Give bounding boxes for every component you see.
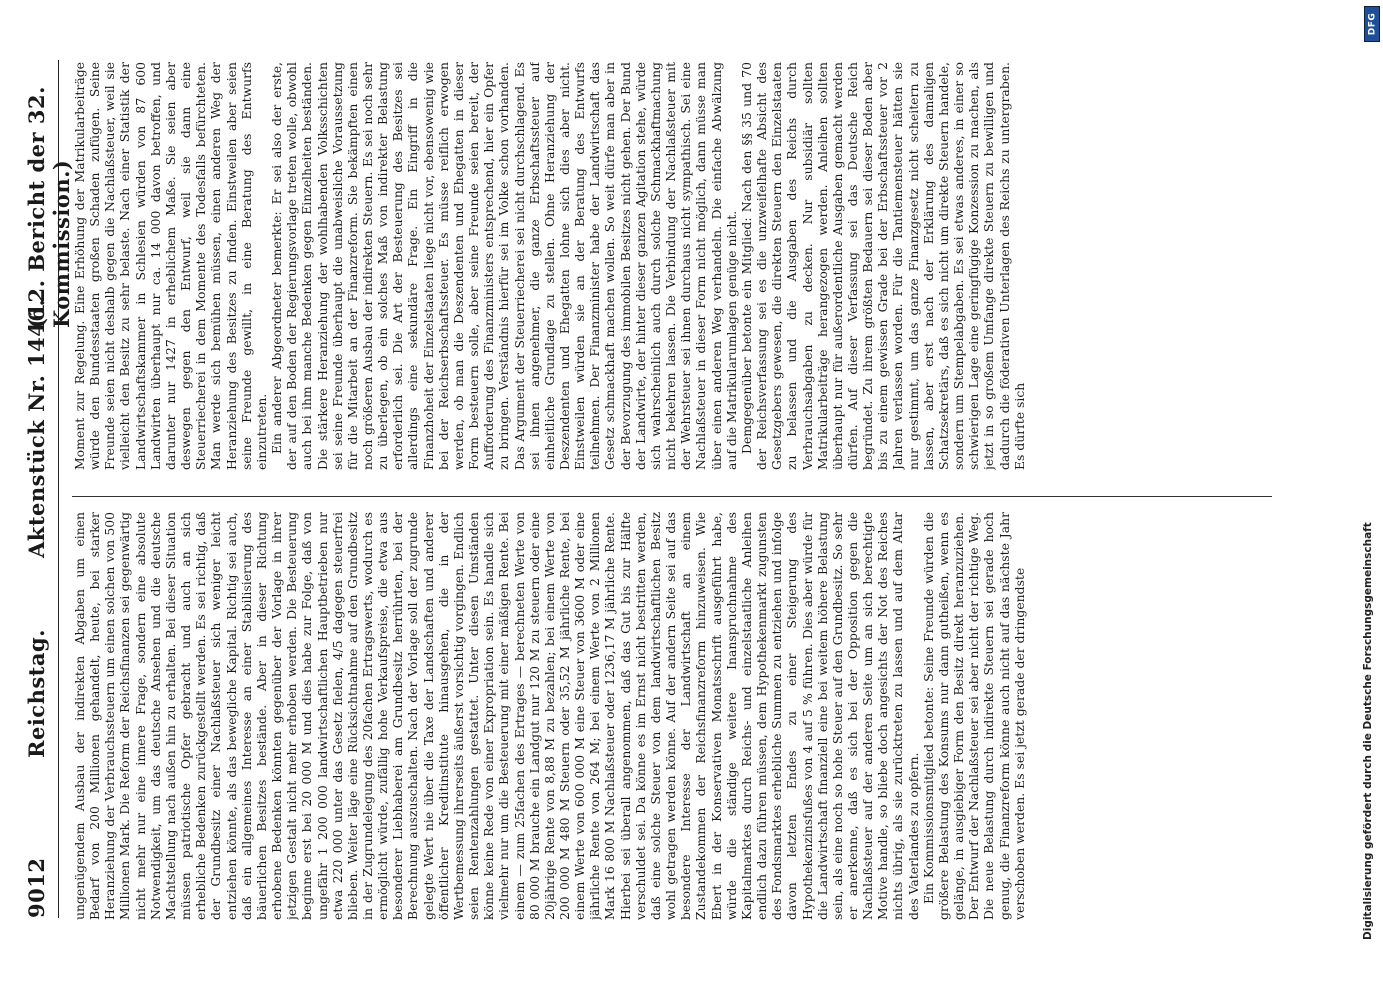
paragraph: Ein anderer Abgeordneter bemerkte: Er sei also der erste, der auf den Boden der Regierungsvorlage treten wolle, obwohl auch bei ihm manche Bedenken gegen Einzelheiten beständen. Die stärkere Heranziehung der wohlhabenden Volksschichten sei seine Freunde überhaupt die unabweisliche Voraussetzung für die Mitarbeit an der Finanzreform. Sie bekämpften einen noch größeren Ausbau der indirekten Steuern. Es sei noch sehr zu überlegen, ob ein solches Maß von indirekter Belastung erforderlich sei. Die Art der Besteuerung des Besitzes sei allerdings eine sekundäre Frage. Ein Eingriff in die Finanzhoheit der Einzelstaaten liege nicht vor, ebensowenig wie bei der Reichserbschaftssteuer. Es müsse reiflich erwogen werden, ob man die Deszendenten und Ehegatten in dieser Form besteuern solle, aber seine Freunde seien bereit, der Aufforderung des Finanzministers entsprechend, hier ein Opfer zu bringen. Verständnis hierfür sei im Volke schon vorhanden. Das Argument der Steuerriecherei sei nicht durchschlagend. Es sei ihnen angenehmer, die ganze Erbschaftssteuer auf einheitliche Grundlage zu stellen. Ohne Heranziehung der Deszendenten und Ehegatten lohne sich dies aber nicht. Einstweilen würden sie an der Beratung des Entwurfs teilnehmen. Der Finanzminister habe der Landwirtschaft das Gesetz schmackhaft machen wollen. So weit dürfe man aber in der Bevorzugung des immobilen Besitzes nicht gehen. Der Bund der Landwirte, der hinter dieser ganzen Agitation stehe, würde sich wahrscheinlich auch durch solche Schmackhaftmachung nicht bekehren lassen. Die Verbindung der Nachlaßsteuer mit der Wehrsteuer sei ihnen durchaus nicht sympathisch. Sei eine Nachlaßsteuer in dieser Form nicht möglich, dann müsse man über einen anderen Weg verhandeln. Die einfache Abwälzung auf die Matrikularumlagen genüge nicht. <box>269 62 739 470</box>
header-title: Reichstag. <box>24 629 49 758</box>
credit-text: Digitalisierung gefördert durch die Deutsche Forschungsgemeinschaft <box>1362 522 1374 940</box>
report-title: (12. Bericht der 32. Kommission.) <box>24 86 74 328</box>
dfg-logo-text: DFG <box>1367 12 1378 36</box>
paragraph: Demgegenüber betonte ein Mitglied: Nach den §§ 35 und 70 der Reichsverfassung sei es die unzweifelhafte Absicht des Gesetzgebers gewesen, die direkten Steuern den Einzelstaaten zu belassen und die Ausgaben des Reichs durch Verbrauchsabgaben zu decken. Nur subsidiär sollten Matrikularbeiträge herangezogen werden. Anleihen sollten überhaupt nur für außerordentliche Ausgaben gemacht werden dürfen. Auf dieser Verfassung sei das Deutsche Reich begründet. Zu ihrem größten Bedauern sei dieser Boden aber bis zu einem gewissen Grade bei der Erbschaftssteuer vor 2 Jahren verlassen worden. Für die Tantiemensteuer hätten sie nur gestimmt, um das ganze Finanzgesetz nicht scheitern zu lassen, aber erst nach der Erklärung des damaligen Schatzsekretärs, daß es sich nicht um direkte Steuern handele, sondern um Stempelabgaben. Es sei etwas anderes, in einer so schwierigen Lage eine geringfügige Konzession zu machen, als jetzt in so großem Umfange direkte Steuern zu bewilligen und dadurch die föderativen Unterlagen des Reichs zu untergraben. Es dürfte sich <box>738 62 1027 470</box>
digitization-credit <box>1362 60 1378 940</box>
paragraph: Moment zur Regelung. Eine Erhöhung der Matrikularbeiträge würde den Bundesstaaten großen Schaden zufügen. Seine Freunde seien nicht deshalb gegen die Nachlaßsteuer, weil sie vielleicht den Besitz zu sehr belaste. Nach einer Statistik der Landwirtschaftskammer in Schlesien würden von 87 600 Landwirten überhaupt nur ca. 14 000 davon betroffen, und darunter nur 1427 in erheblichem Maße. Sie seien aber deswegen gegen den Entwurf, weil sie dann eine Steuerriecherei in dem Momente des Todesfalls befürchteten. Man werde sich bemühen müssen, einen anderen Weg der Heranziehung des Besitzes zu finden. Einstweilen aber seien seine Freunde gewillt, in eine Beratung des Entwurfs einzutreten. <box>72 62 269 470</box>
page-header <box>18 60 74 918</box>
paragraph: Ein Kommissionsmitglied betonte: Seine Freunde würden die größere Belastung des Konsums nur dann gutheißen, wenn es gelänge, in ausgiebiger Form den Besitz direkt heranzuziehen. Der Entwurf der Nachlaßsteuer sei aber nicht der richtige Weg. Die neue Belastung durch indirekte Steuern sei gerade hoch genug, die Finanzreform könne auch nicht auf das nächste Jahr verschoben werden. Es sei jetzt gerade der dringendste <box>920 512 1027 920</box>
column-divider <box>72 496 1272 497</box>
page-number: 9012 <box>24 857 49 918</box>
paragraph: ungenügendem Ausbau der indirekten Abgaben um einen Bedarf von 200 Millionen gehandelt, heute, bei starker Heranziehung der Verbrauchssteuern um einen solchen von 500 Millionen Mark. Die Reform der Reichsfinanzen sei gegenwärtig nicht mehr nur eine innere Frage, sondern eine absolute Notwendigkeit, um das deutsche Ansehen und die deutsche Machtstellung nach außen hin zu erhalten. Bei dieser Situation müssen patriotische Opfer gebracht und auch an sich erhebliche Bedenken zurückgestellt werden. Es sei richtig, daß der Grundbesitz einer Nachlaßsteuer sich weniger leicht entziehen könnte, als das bewegliche Kapital. Richtig sei auch, daß ein allgemeines Interesse an einer Stabilisierung des bäuerlichen Besitzes bestände. Aber in dieser Richtung erhobene Bedenken könnten gegenüber der Vorlage in ihrer jetzigen Gestalt nicht mehr erhoben werden. Die Besteuerung beginne erst bei 20 000 M und dies habe zur Folge, daß von ungefähr 1 200 000 landwirtschaftlichen Hauptbetrieben nur etwa 220 000 unter das Gesetz fielen, 4/5 dagegen steuerfrei blieben. Weiter läge eine Rücksichtnahme auf den Grundbesitz in der Zugrundelegung des 20fachen Ertragswerts, wodurch es ermöglicht würde, zufällig hohe Verkaufspreise, die etwa aus besonderer Liebhaberei am Grundbesitz herrührten, bei der Berechnung auszuschalten. Nach der Vorlage soll der zugrunde gelegte Wert nie über die Taxe der Landschaften und anderer öffentlicher Kreditinstitute hinausgehen, die in der Wertbemessung ihrerseits äußerst vorsichtig vorgingen. Endlich seien Rentenzahlungen gestattet. Unter diesen Umständen könne keine Rede von einer Expropriation sein. Es handle sich vielmehr nur um die Besteuerung mit einer mäßigen Rente. Bei einem — zum 25fachen des Ertrages — berechneten Werte von 80 000 M brauche ein Landgut nur 120 M zu steuern oder eine 20jährige Rente von 8,88 M zu bezahlen; bei einem Werte von 200 000 M 480 M Steuern oder 35,52 M jährliche Rente, bei einem Werte von 600 000 M eine Steuer von 3600 M oder eine jährliche Rente von 264 M; bei einem Werte von 2 Millionen Mark 16 800 M Nachlaßsteuer oder 1236,17 M jährliche Rente. Hierbei sei überall angenommen, daß das Gut bis zur Hälfte verschuldet sei. Da könne es im Ernst nicht bestritten werden, daß eine solche Steuer von dem landwirtschaftlichen Besitz wohl getragen werden könne. Auf der andern Seite sei auf das besondere Interesse der Landwirtschaft an einem Zustandekommen der Reichsfinanzreform hinzuweisen. Wie Ebert in der Konservativen Monatsschrift ausgeführt habe, würde die ständige weitere Inanspruchnahme des Kapitalmarktes durch Reichs- und einzelstaatliche Anleihen endlich dazu führen müssen, dem Hypothekenmarkt zugunsten des Fondsmarktes erhebliche Summen zu entziehen und infolge davon letzten Endes zu einer Steigerung des Hypothekenzinsfußes von 4 auf 5 % führen. Dies aber würde für die Landwirtschaft finanziell eine bei weitem höhere Belastung sein, als eine noch so hohe Steuer auf den Grundbesitz. So sehr er anerkenne, daß es sich bei der Opposition gegen die Nachlaßsteuer auf der anderen Seite um an sich berechtigte Motive handle, so bliebe doch angesichts der Not des Reiches nichts übrig, als sie zurücktreten zu lassen und auf dem Altar des Vaterlandes zu opfern. <box>72 512 921 920</box>
text-column-right <box>72 62 1287 470</box>
document-number: Aktenstück Nr. 1446. <box>24 298 49 558</box>
dfg-logo <box>1364 6 1380 42</box>
text-column-left <box>72 512 1287 920</box>
